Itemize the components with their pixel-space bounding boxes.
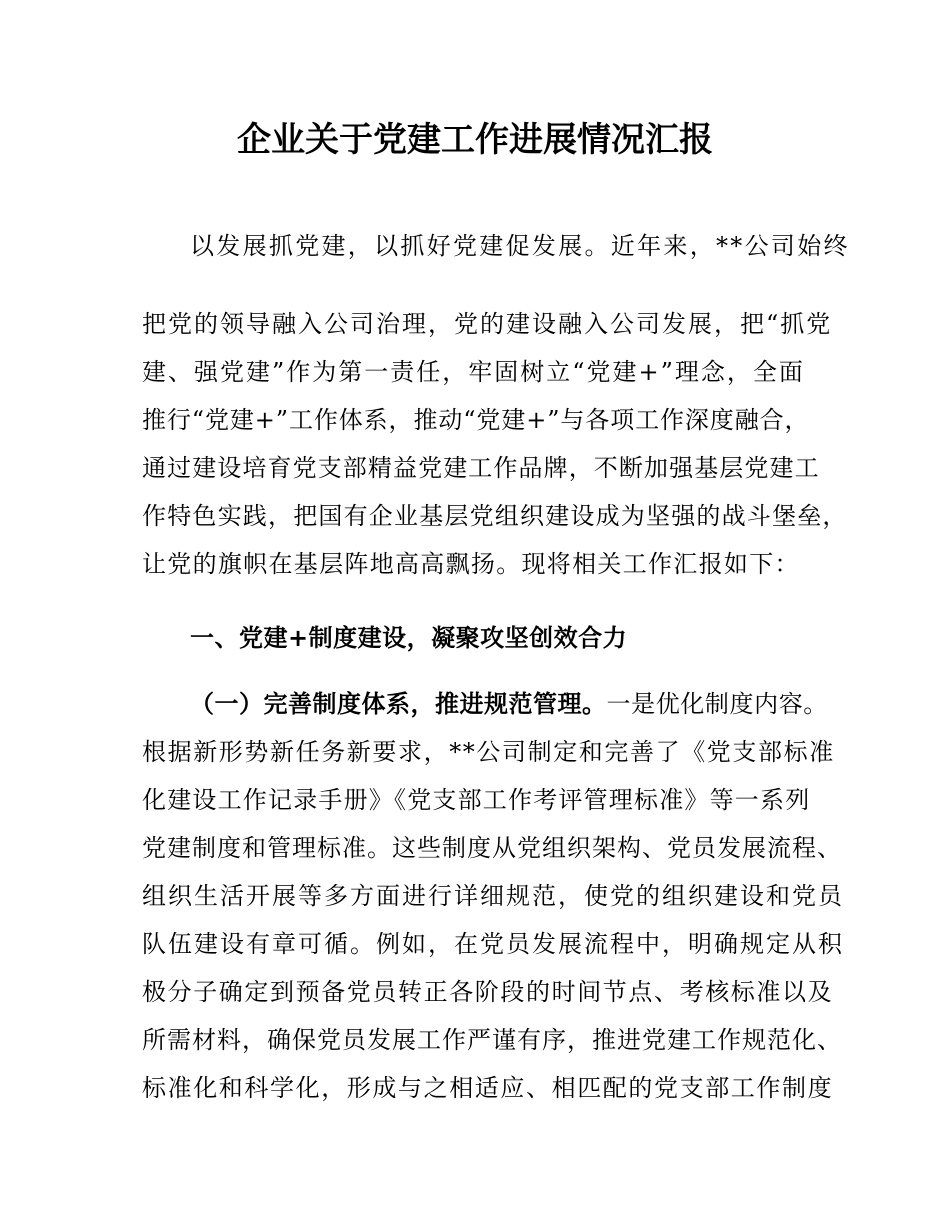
- paragraph-line: 党建制度和管理标准。这些制度从党组织架构、党员发展流程、: [142, 834, 842, 862]
- paragraph-line: 以发展抓党建，以抓好党建促发展。近年来，**公司始终: [190, 232, 850, 260]
- paragraph-line: 组织生活开展等多方面进行详细规范，使党的组织建设和党员: [142, 882, 844, 910]
- paragraph-line: 化建设工作记录手册》《党支部工作考评管理标准》等一系列: [142, 786, 811, 814]
- paragraph-line: 队伍建设有章可循。例如，在党员发展流程中，明确规定从积: [142, 930, 844, 958]
- subsection-title: （一）完善制度体系，推进规范管理。: [190, 690, 607, 718]
- paragraph-line: 根据新形势新任务新要求，**公司制定和完善了《党支部标准: [142, 738, 835, 766]
- paragraph-line: 让党的旗帜在基层阵地高高飘扬。现将相关工作汇报如下：: [142, 550, 800, 578]
- section-heading: 一、党建+制度建设，凝聚攻坚创效合力: [190, 624, 628, 652]
- paragraph-line: 建、强党建”作为第一责任，牢固树立“党建+”理念，全面: [142, 358, 805, 386]
- paragraph-line: 所需材料，确保党员发展工作严谨有序，推进党建工作规范化、: [142, 1026, 842, 1054]
- paragraph-line: 极分子确定到预备党员转正各阶段的时间节点、考核标准以及: [142, 978, 834, 1006]
- paragraph-line: 作特色实践，把国有企业基层党组织建设成为坚强的战斗堡垒，: [142, 502, 848, 530]
- subsection-line: [190, 686, 832, 722]
- paragraph-line: 标准化和科学化，形成与之相适应、相匹配的党支部工作制度: [142, 1074, 834, 1102]
- subsection-text: 一是优化制度内容。: [606, 690, 828, 718]
- paragraph-line: 推行“党建+”工作体系，推动“党建+”与各项工作深度融合，: [142, 406, 810, 434]
- document-title: 企业关于党建工作进展情况汇报: [237, 120, 713, 160]
- paragraph-line: 通过建设培育党支部精益党建工作品牌，不断加强基层党建工: [142, 454, 820, 482]
- paragraph-line: 把党的领导融入公司治理，党的建设融入公司发展，把“抓党: [142, 310, 833, 338]
